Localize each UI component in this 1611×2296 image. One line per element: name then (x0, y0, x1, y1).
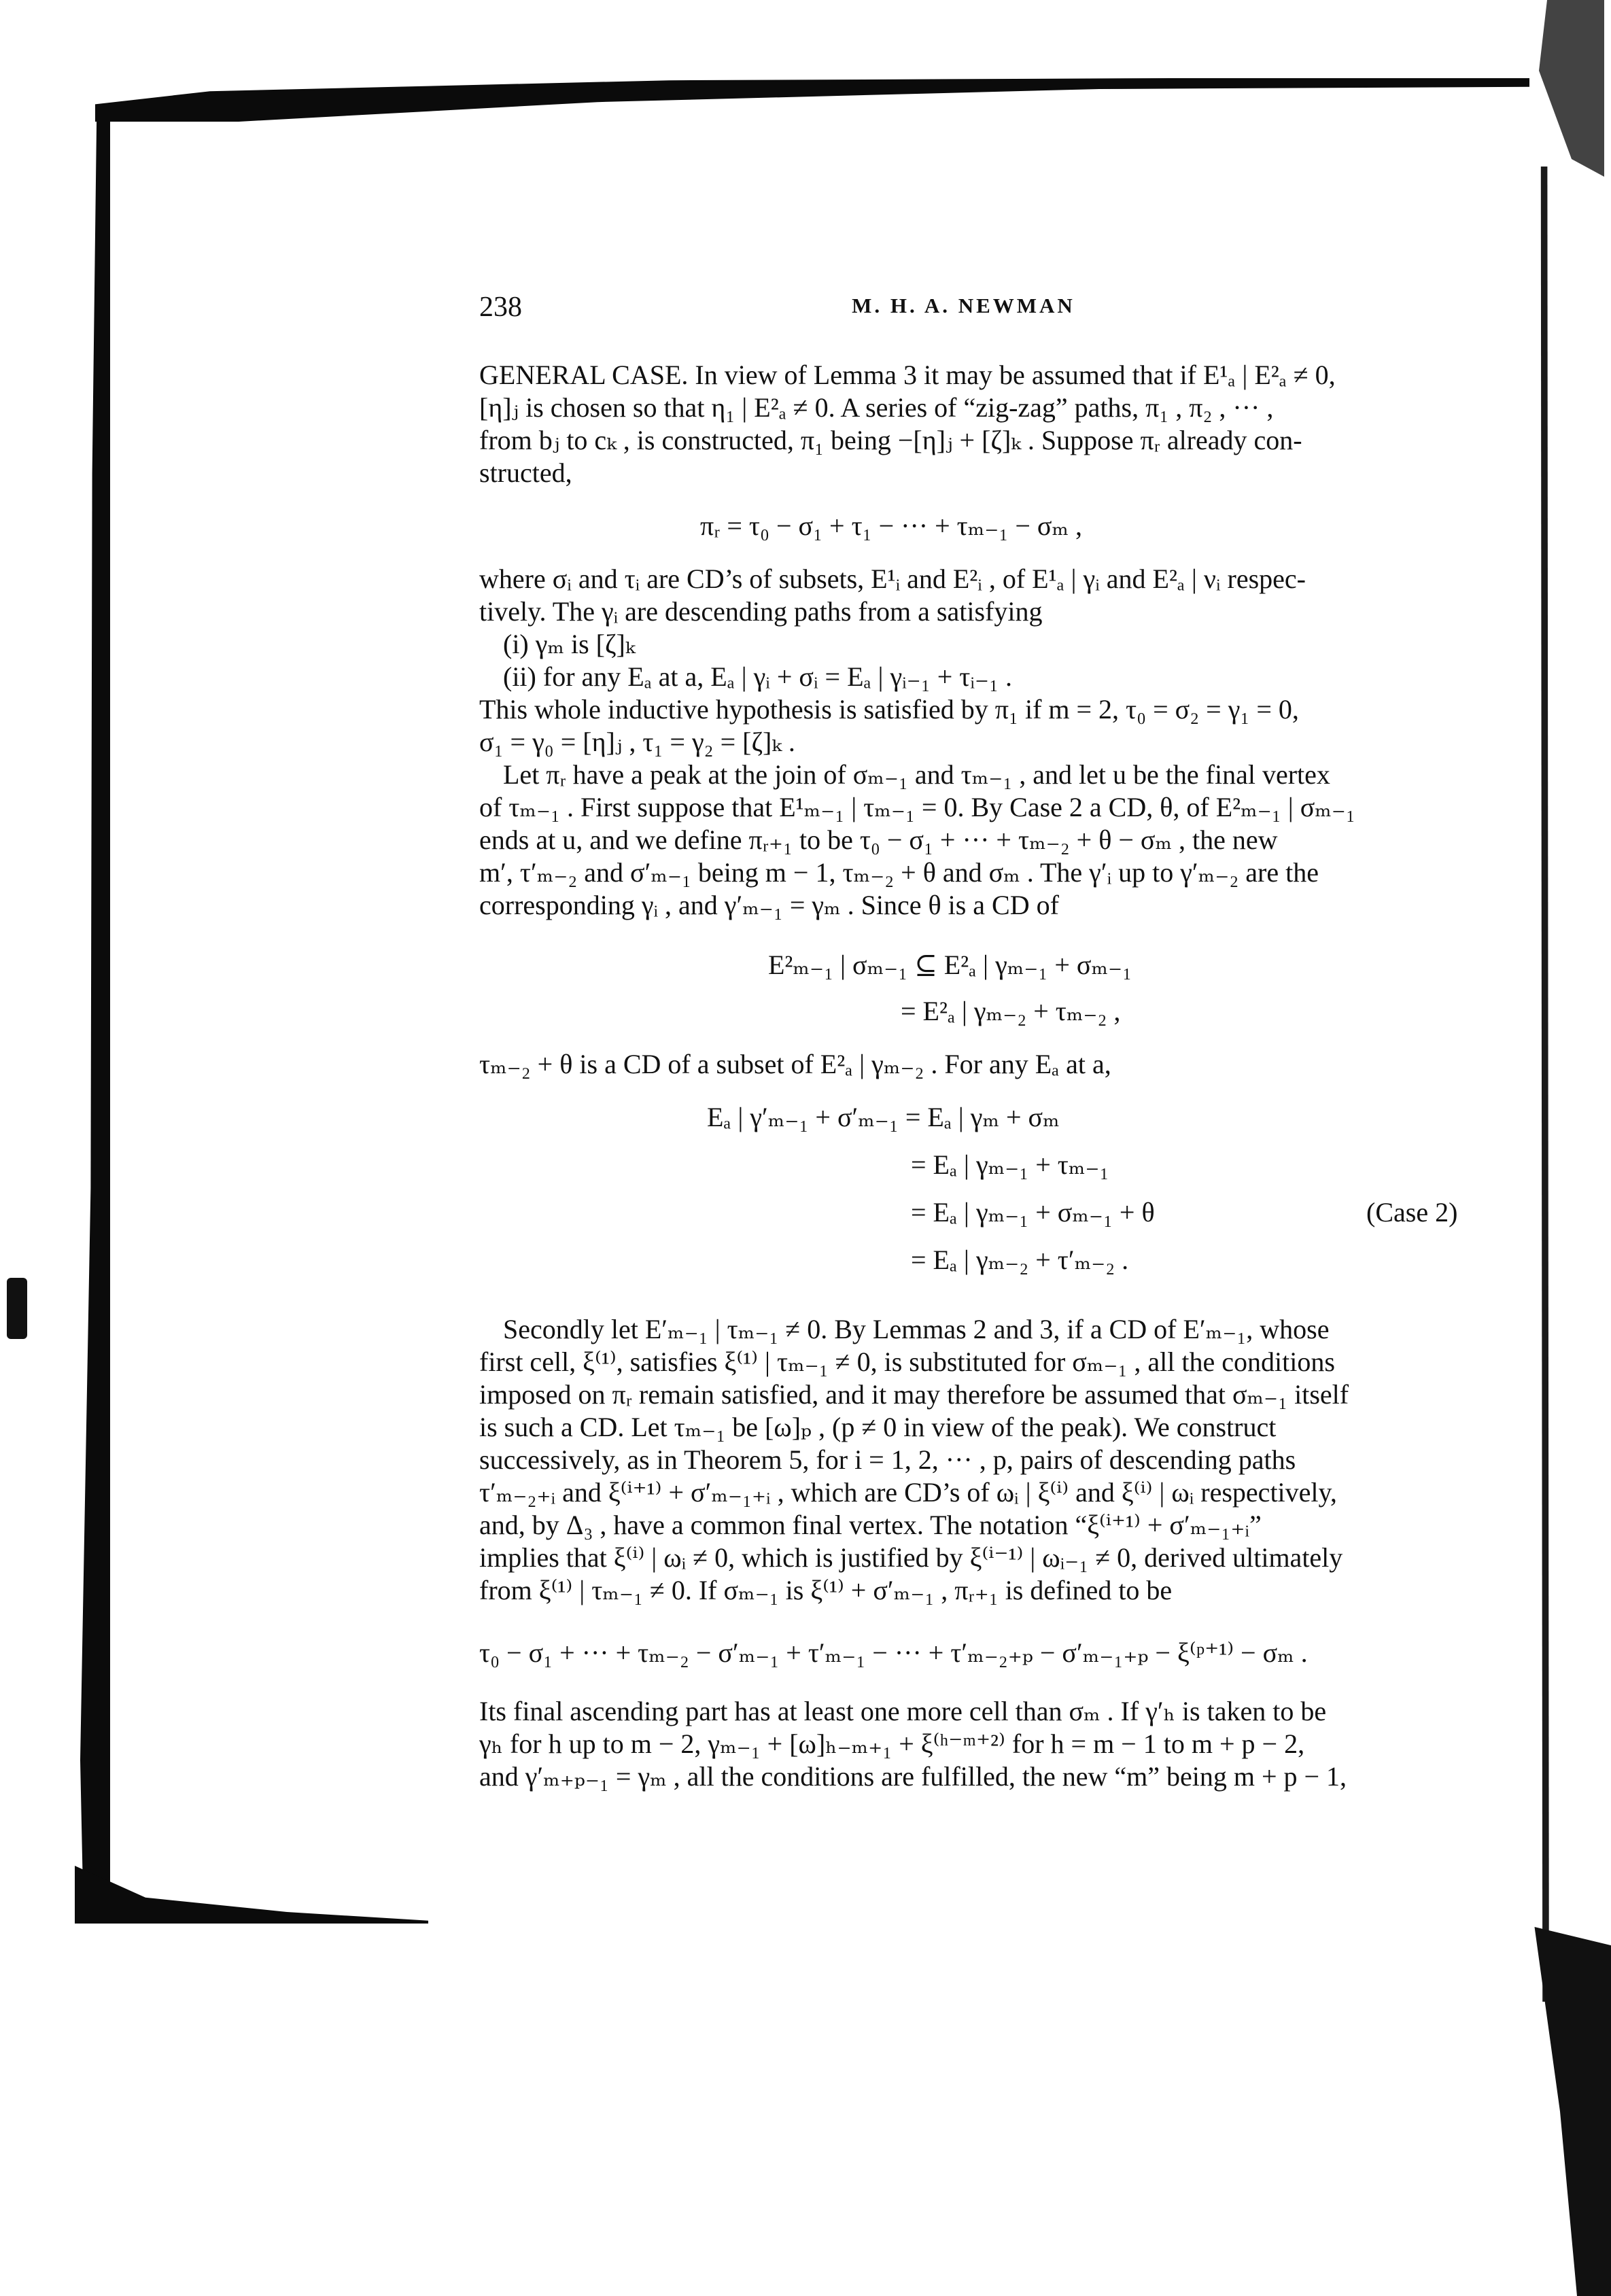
display-equation: = E²ₐ | γₘ₋₂ + τₘ₋₂ , (901, 996, 1121, 1026)
display-equation: πᵣ = τ₀ − σ₁ + τ₁ − ··· + τₘ₋₁ − σₘ , (700, 510, 1082, 541)
scan-shadow-top (95, 78, 1529, 122)
scan-mark-left (7, 1278, 27, 1339)
scan-shadow-bottom-right (1526, 1927, 1611, 2296)
text-line: τₘ₋₂ + θ is a CD of a subset of E²ₐ | γₘ₋₂ . For any Eₐ at a, (479, 1049, 1111, 1079)
running-head (479, 291, 1448, 325)
running-title: M. H. A. NEWMAN (852, 294, 1075, 317)
text-line: of τₘ₋₁ . First suppose that E¹ₘ₋₁ | τₘ₋₁ = 0. By Case 2 a CD, θ, of E²ₘ₋₁ | σₘ₋₁ (479, 792, 1355, 822)
text-line: [η]ⱼ is chosen so that η₁ | E²ₐ ≠ 0. A series of “zig-zag” paths, π₁ , π₂ , ··· , (479, 392, 1274, 423)
text-line: where σᵢ and τᵢ are CD’s of subsets, E¹ᵢ and E²ᵢ , of E¹ₐ | γᵢ and E²ₐ | νᵢ respec- (479, 563, 1306, 594)
text-line: Secondly let E′ₘ₋₁ | τₘ₋₁ ≠ 0. By Lemmas 2 and 3, if a CD of E′ₘ₋₁, whose (503, 1314, 1330, 1344)
text-line: corresponding γᵢ , and γ′ₘ₋₁ = γₘ . Since θ is a CD of (479, 890, 1059, 920)
scan-shadow-left (80, 116, 110, 1903)
display-equation: E²ₘ₋₁ | σₘ₋₁ ⊆ E²ₐ | γₘ₋₁ + σₘ₋₁ (768, 950, 1132, 980)
text-line: from bⱼ to cₖ , is constructed, π₁ being −[η]ⱼ + [ζ]ₖ . Suppose πᵣ already con- (479, 425, 1302, 455)
text-line: Its final ascending part has at least one more cell than σₘ . If γ′ₕ is taken to be (479, 1696, 1327, 1726)
text-line: and, by Δ₃ , have a common final vertex. The notation “ξ⁽ⁱ⁺¹⁾ + σ′ₘ₋₁₊ᵢ” (479, 1510, 1262, 1540)
text-line: and γ′ₘ₊ₚ₋₁ = γₘ , all the conditions are fulfilled, the new “m” being m + p − 1, (479, 1761, 1347, 1792)
text-line: GENERAL CASE. In view of Lemma 3 it may be assumed that if E¹ₐ | E²ₐ ≠ 0, (479, 360, 1336, 390)
text-line: (ii) for any Eₐ at a, Eₐ | γᵢ + σᵢ = Eₐ | γᵢ₋₁ + τᵢ₋₁ . (503, 661, 1012, 692)
display-equation: = Eₐ | γₘ₋₁ + τₘ₋₁ (911, 1149, 1109, 1180)
text-line: structed, (479, 457, 572, 488)
text-line: first cell, ξ⁽¹⁾, satisfies ξ⁽¹⁾ | τₘ₋₁ ≠ 0, is substituted for σₘ₋₁ , all the conditions (479, 1346, 1335, 1377)
page-number: 238 (479, 292, 522, 323)
text-line: (i) γₘ is [ζ]ₖ (503, 629, 636, 659)
display-equation: = Eₐ | γₘ₋₁ + σₘ₋₁ + θ (911, 1197, 1155, 1228)
display-equation: τ₀ − σ₁ + ··· + τₘ₋₂ − σ′ₘ₋₁ + τ′ₘ₋₁ − ··· + τ′ₘ₋₂₊ₚ − σ′ₘ₋₁₊ₚ − ξ⁽ᵖ⁺¹⁾ − σₘ . (479, 1637, 1308, 1668)
text-line: τ′ₘ₋₂₊ᵢ and ξ⁽ⁱ⁺¹⁾ + σ′ₘ₋₁₊ᵢ , which are CD’s of ωᵢ | ξ⁽ⁱ⁾ and ξ⁽ⁱ⁾ | ωᵢ respectively, (479, 1477, 1337, 1508)
display-equation: Eₐ | γ′ₘ₋₁ + σ′ₘ₋₁ = Eₐ | γₘ + σₘ (707, 1102, 1060, 1132)
display-equation: = Eₐ | γₘ₋₂ + τ′ₘ₋₂ . (911, 1245, 1129, 1275)
text-line: is such a CD. Let τₘ₋₁ be [ω]ₚ , (p ≠ 0 in view of the peak). We construct (479, 1412, 1277, 1442)
text-line: γₕ for h up to m − 2, γₘ₋₁ + [ω]ₕ₋ₘ₊₁ + ξ⁽ʰ⁻ᵐ⁺²⁾ for h = m − 1 to m + p − 2, (479, 1728, 1305, 1759)
text-line: imposed on πᵣ remain satisfied, and it may therefore be assumed that σₘ₋₁ itself (479, 1379, 1349, 1410)
text-line: σ₁ = γ₀ = [η]ⱼ , τ₁ = γ₂ = [ζ]ₖ . (479, 727, 795, 757)
scan-shadow-bottom (75, 1866, 428, 1924)
text-line: tively. The γᵢ are descending paths from a satisfying (479, 596, 1043, 627)
equation-tag: (Case 2) (1366, 1197, 1458, 1228)
text-line: ends at u, and we define πᵣ₊₁ to be τ₀ − σ₁ + ··· + τₘ₋₂ + θ − σₘ , the new (479, 824, 1278, 855)
text-line: from ξ⁽¹⁾ | τₘ₋₁ ≠ 0. If σₘ₋₁ is ξ⁽¹⁾ + σ′ₘ₋₁ , πᵣ₊₁ is defined to be (479, 1575, 1173, 1605)
text-line: Let πᵣ have a peak at the join of σₘ₋₁ and τₘ₋₁ , and let u be the final vertex (503, 759, 1330, 790)
text-line: This whole inductive hypothesis is satisfied by π₁ if m = 2, τ₀ = σ₂ = γ₁ = 0, (479, 694, 1299, 725)
text-line: implies that ξ⁽ⁱ⁾ | ωᵢ ≠ 0, which is justified by ξ⁽ⁱ⁻¹⁾ | ωᵢ₋₁ ≠ 0, derived ultimately (479, 1542, 1343, 1573)
scan-shadow-right (1538, 167, 1554, 2002)
text-line: m′, τ′ₘ₋₂ and σ′ₘ₋₁ being m − 1, τₘ₋₂ + θ and σₘ . The γ′ᵢ up to γ′ₘ₋₂ are the (479, 857, 1319, 888)
text-line: successively, as in Theorem 5, for i = 1, 2, ··· , p, pairs of descending paths (479, 1444, 1296, 1475)
scan-shadow-top-right (1523, 0, 1604, 177)
